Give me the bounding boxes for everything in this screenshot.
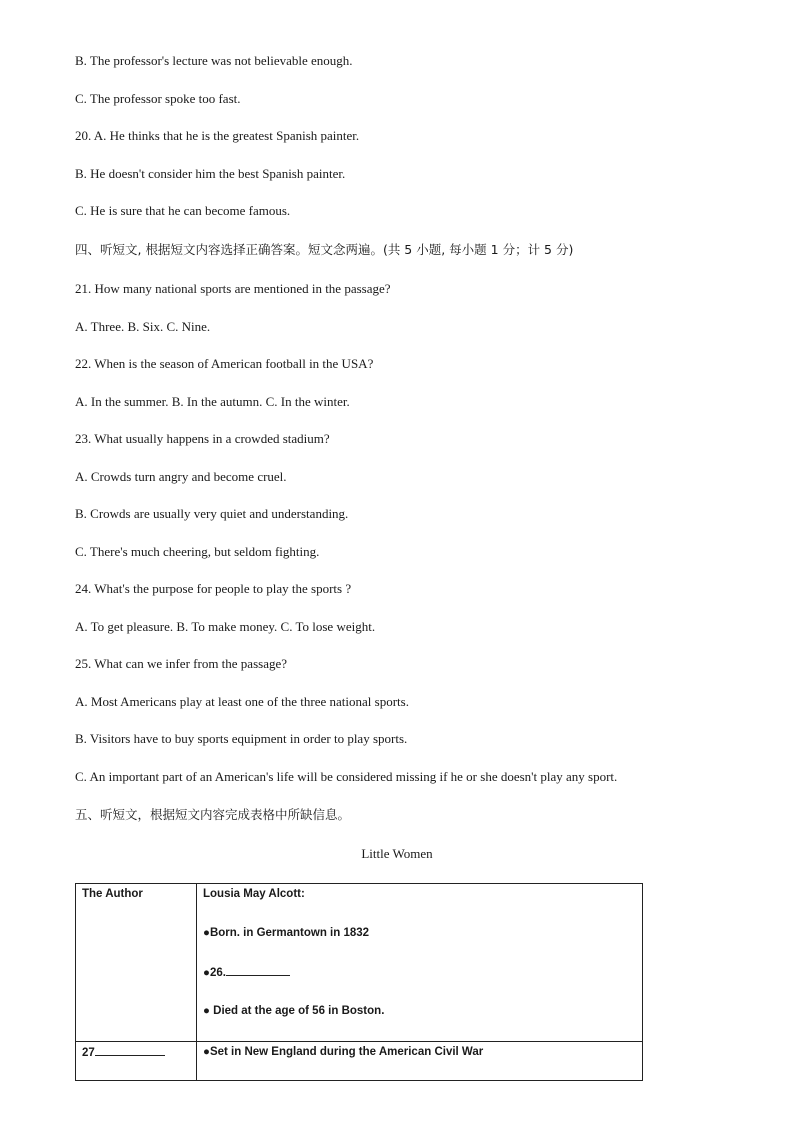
question-21: 21. How many national sports are mentioned in the passage? (75, 281, 391, 296)
table-row (76, 1042, 643, 1081)
text-line: C. He is sure that he can become famous. (75, 203, 291, 218)
section-4-heading: 四、听短文, 根据短文内容选择正确答案。短文念两遍。(共 5 小题, 每小题 1 分；计 5 分) (75, 242, 574, 257)
blank-27-label: 27 (82, 1047, 95, 1059)
text-line: A. Three. B. Six. C. Nine. (75, 319, 211, 334)
question-24: 24. What's the purpose for people to play the sports ? (75, 581, 352, 596)
author-name: Lousia May Alcott: (203, 888, 305, 900)
blank-27-field[interactable] (95, 1042, 165, 1056)
text-line: A. In the summer. B. In the autumn. C. In the winter. (75, 394, 350, 409)
row-label-author: The Author (82, 888, 143, 900)
table-title: Little Women (361, 846, 433, 861)
author-died: ● Died at the age of 56 in Boston. (203, 1005, 385, 1017)
blank-26-label: ●26. (203, 967, 226, 979)
text-line: A. Crowds turn angry and become cruel. (75, 469, 287, 484)
text-line: C. The professor spoke too fast. (75, 91, 241, 106)
author-born: ●Born. in Germantown in 1832 (203, 927, 370, 939)
blank-26-line (203, 962, 636, 1001)
text-line: C. There's much cheering, but seldom fighting. (75, 544, 320, 559)
question-22: 22. When is the season of American football in the USA? (75, 356, 374, 371)
question-20: 20. A. He thinks that he is the greatest Spanish painter. (75, 128, 360, 143)
blank-26-field[interactable] (226, 962, 290, 976)
text-line: A. To get pleasure. B. To make money. C. To lose weight. (75, 619, 376, 634)
question-25: 25. What can we infer from the passage? (75, 656, 288, 671)
text-line: B. He doesn't consider him the best Spanish painter. (75, 166, 346, 181)
blank-27-line (82, 1042, 190, 1063)
text-line: B. Crowds are usually very quiet and understanding. (75, 506, 349, 521)
info-table (75, 883, 643, 1081)
text-line: B. Visitors have to buy sports equipment in order to play sports. (75, 731, 408, 746)
table-row (76, 884, 643, 1042)
text-line: C. An important part of an American's life will be considered missing if he or she doesn't play any sport. (75, 769, 618, 784)
section-5-heading: 五、听短文，根据短文内容完成表格中所缺信息。 (75, 807, 351, 822)
text-line: B. The professor's lecture was not believable enough. (75, 53, 353, 68)
setting-item: ●Set in New England during the American Civil War (203, 1046, 484, 1058)
question-23: 23. What usually happens in a crowded stadium? (75, 431, 330, 446)
text-line: A. Most Americans play at least one of the three national sports. (75, 694, 409, 709)
